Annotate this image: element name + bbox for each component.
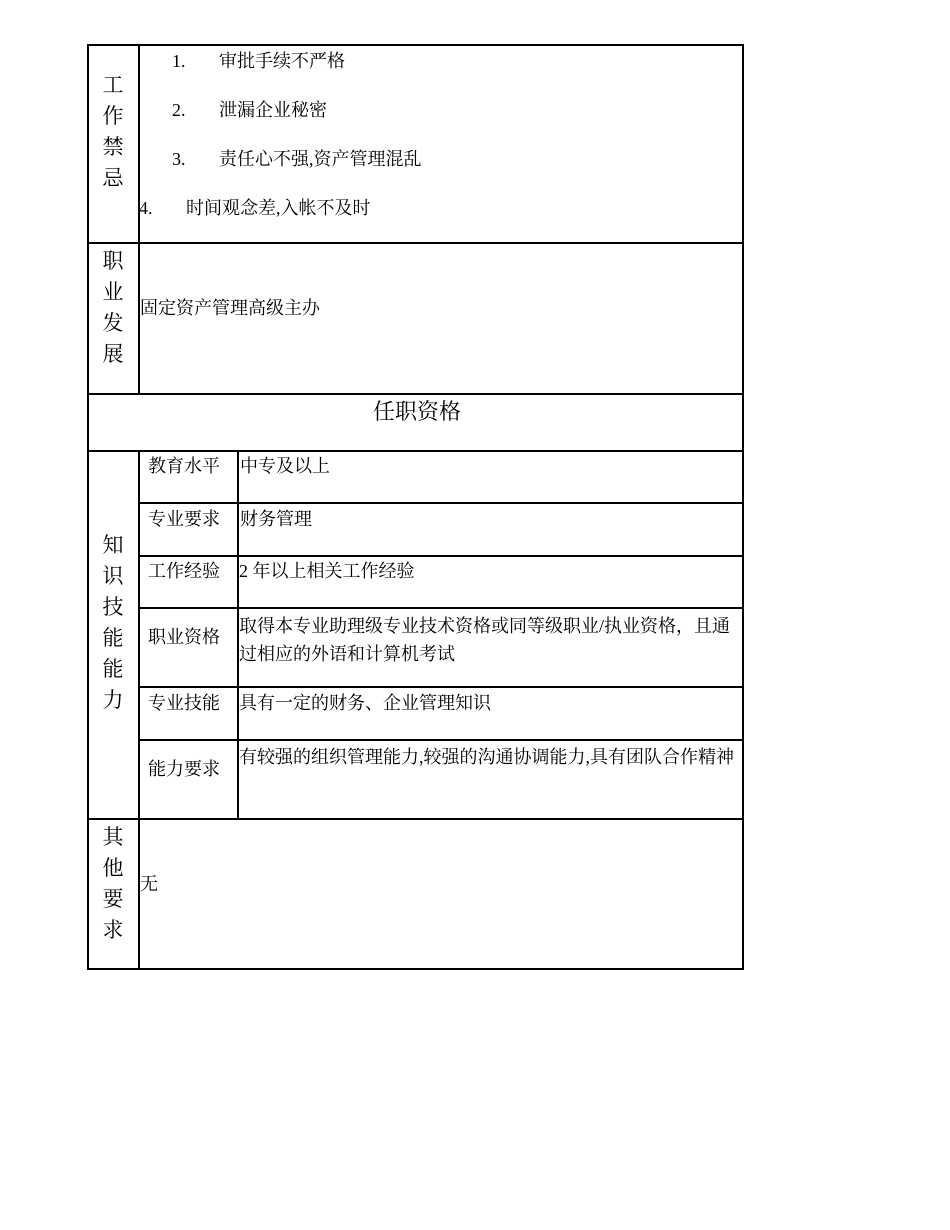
border-sub-5 <box>139 739 744 741</box>
row-label-certification: 职业资格 <box>148 627 220 647</box>
border-left <box>87 44 89 970</box>
prohibition-item-3-text: 责任心不强,资产管理混乱 <box>219 149 422 169</box>
prohibition-item-3-num: 3. <box>172 149 186 169</box>
prohibition-item-1-num: 1. <box>172 51 186 71</box>
row-value-education: 中专及以上 <box>240 456 330 476</box>
border-sub-4 <box>139 686 744 688</box>
border-right <box>742 44 744 970</box>
knowledge-label: 知 识 技 能 能 力 <box>102 533 124 712</box>
other-value: 无 <box>140 874 158 894</box>
border-bottom <box>87 968 744 970</box>
career-label: 职 业 发 展 <box>102 249 124 366</box>
border-sub-2 <box>139 555 744 557</box>
prohibition-item-2-num: 2. <box>172 100 186 120</box>
prohibition-item-2-text: 泄漏企业秘密 <box>219 100 327 120</box>
row-value-ability: 有较强的组织管理能力,较强的沟通协调能力,具有团队合作精神 <box>239 747 734 767</box>
row-label-major: 专业要求 <box>148 509 220 529</box>
row-value-experience: 2 年以上相关工作经验 <box>239 561 415 581</box>
prohibitions-label: 工 作 禁 忌 <box>102 73 124 190</box>
row-label-education: 教育水平 <box>148 456 220 476</box>
border-top <box>87 44 744 46</box>
row-label-ability: 能力要求 <box>148 759 220 779</box>
border-label-col-a <box>138 44 140 395</box>
row-label-skills: 专业技能 <box>148 693 220 713</box>
border-row-2 <box>87 393 744 395</box>
prohibition-item-4-num: 4. <box>139 198 153 218</box>
row-value-certification: 取得本专业助理级专业技术资格或同等级职业/执业资格，且通过相应的外语和计算机考试 <box>239 616 730 664</box>
row-label-experience: 工作经验 <box>148 561 220 581</box>
border-sub-1 <box>139 502 744 504</box>
qualification-header: 任职资格 <box>373 399 462 424</box>
row-value-major: 财务管理 <box>240 509 312 529</box>
border-row-3 <box>87 450 744 452</box>
prohibition-item-4-text: 时间观念差,入帐不及时 <box>186 198 371 218</box>
border-sub-3 <box>139 607 744 609</box>
row-value-skills: 具有一定的财务、企业管理知识 <box>239 693 491 713</box>
other-label: 其 他 要 求 <box>102 825 124 942</box>
border-row-4 <box>87 818 744 820</box>
prohibition-item-1-text: 审批手续不严格 <box>219 51 345 71</box>
career-value: 固定资产管理高级主办 <box>140 298 320 318</box>
border-row-1 <box>87 242 744 244</box>
